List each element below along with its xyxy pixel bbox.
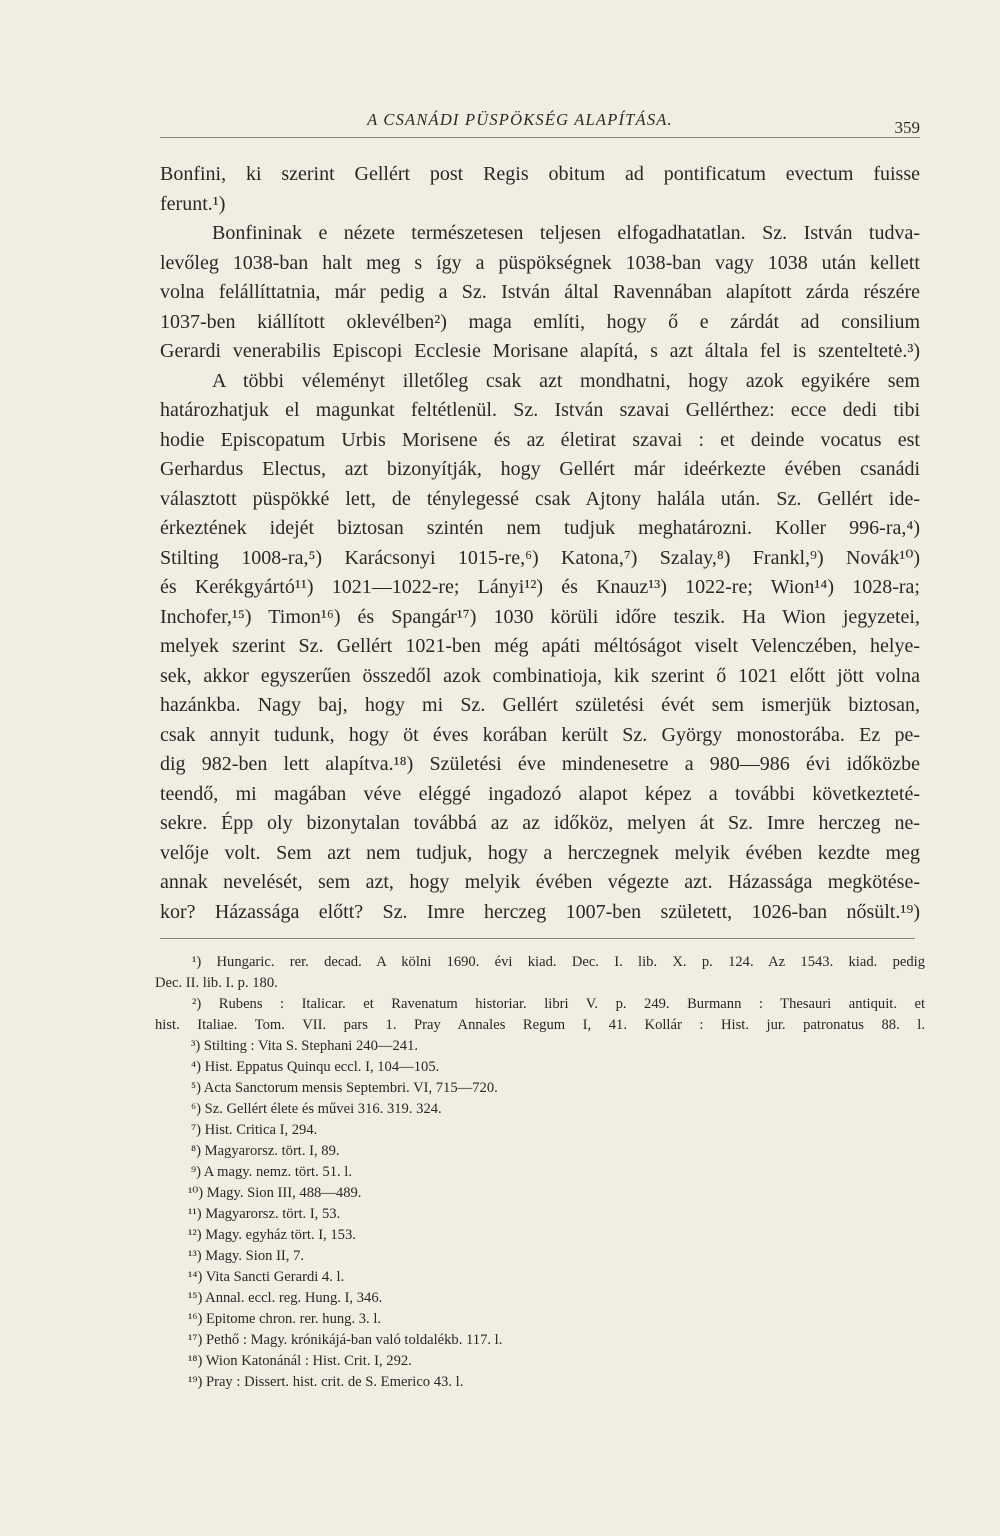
- footnote-line: ¹²) Magy. egyház tört. I, 153.: [188, 1227, 356, 1243]
- body-line: csak annyit tudunk, hogy öt éves korában került Sz. György monostorába. Ez pe-: [160, 723, 920, 746]
- page-number: 359: [894, 118, 920, 137]
- body-line: választott püspökké lett, de ténylegessé csak Ajtony halála után. Sz. Gellért ide-: [160, 487, 920, 510]
- page-header: [160, 104, 920, 144]
- footnote-line: ¹⁸) Wion Katonánál : Hist. Crit. I, 292.: [188, 1353, 412, 1369]
- footnote-line: ⁷) Hist. Critica I, 294.: [191, 1122, 318, 1138]
- body-line: dig 982-ben lett alapítva.¹⁸) Születési éve mindenesetre a 980—986 évi időközbe: [160, 753, 920, 775]
- footnote-line: ⁵) Acta Sanctorum mensis Septembri. VI, 715—720.: [191, 1080, 498, 1096]
- footnote-line: ¹⁹) Pray : Dissert. hist. crit. de S. Emerico 43. l.: [188, 1374, 464, 1390]
- body-line: Gerardi venerabilis Episcopi Ecclesie Morisane alapítá, s azt általa fel is szenteltetė.³): [160, 340, 920, 362]
- body-line: Stilting 1008-ra,⁵) Karácsonyi 1015-re,⁶) Katona,⁷) Szalay,⁸) Frankl,⁹) Novák¹⁰): [160, 546, 920, 569]
- footnote-line: ¹⁷) Pethő : Magy. krónikájá-ban való toldalékb. 117. l.: [188, 1332, 503, 1348]
- body-line: ferunt.¹): [160, 192, 226, 215]
- footnote-line: ¹¹) Magyarorsz. tört. I, 53.: [188, 1206, 341, 1222]
- body-line: annak nevelését, sem azt, hogy melyik évében végezte azt. Házassága megkötése-: [160, 871, 920, 893]
- footnote-line: Dec. II. lib. I. p. 180.: [155, 975, 278, 991]
- body-line: sek, akkor egyszerűen összedől azok combinatioja, kik szerint ő 1021 előtt jött volna: [160, 664, 920, 687]
- body-line: A többi véleményt illetőleg csak azt mondhatni, hogy azok egyikére sem: [212, 369, 920, 392]
- body-line: Bonfininak e nézete természetesen teljesen elfogadhatatlan. Sz. István tudva-: [212, 222, 920, 244]
- footnote-line: hist. Italiae. Tom. VII. pars 1. Pray Annales Regum I, 41. Kollár : Hist. jur. patronatus 88. l.: [155, 1017, 925, 1033]
- footnote-line: ¹) Hungaric. rer. decad. A kölni 1690. évi kiad. Dec. I. lib. X. p. 124. Az 1543. kiad. pedig: [192, 954, 925, 970]
- footnote-line: ¹³) Magy. Sion II, 7.: [188, 1248, 305, 1264]
- body-line: és Kerékgyártó¹¹) 1021—1022-re; Lányi¹²) és Knauz¹³) 1022-re; Wion¹⁴) 1028-ra;: [160, 576, 920, 598]
- footnote-rule: [160, 938, 915, 939]
- footnote-line: ⁶) Sz. Gellért élete és művei 316. 319. 324.: [191, 1101, 442, 1117]
- body-line: Bonfini, ki szerint Gellért post Regis obitum ad pontificatum evectum fuisse: [160, 163, 920, 185]
- footnote-line: ⁴) Hist. Eppatus Quinqu eccl. I, 104—105.: [191, 1059, 440, 1075]
- footnote-line: ¹⁶) Epitome chron. rer. hung. 3. l.: [188, 1311, 382, 1327]
- header-rule: [160, 137, 920, 138]
- body-line: sekre. Épp oly bizonytalan továbbá az az időköz, melyen át Sz. Imre herczeg ne-: [160, 812, 920, 834]
- body-line: melyek szerint Sz. Gellért 1021-ben még apáti méltóságot viselt Velenczében, helye-: [160, 635, 920, 657]
- footnote-line: ¹⁰) Magy. Sion III, 488—489.: [188, 1185, 362, 1201]
- footnote-line: ⁹) A magy. nemz. tört. 51. l.: [191, 1164, 353, 1180]
- footnotes: [155, 952, 925, 1393]
- footnote-line: ²) Rubens : Italicar. et Ravenatum historiar. libri V. p. 249. Burmann : Thesauri antiquit. et: [192, 996, 925, 1012]
- body-line: Inchofer,¹⁵) Timon¹⁶) és Spangár¹⁷) 1030 körüli időre teszik. Ha Wion jegyzetei,: [160, 605, 920, 628]
- footnote-line: ¹⁵) Annal. eccl. reg. Hung. I, 346.: [188, 1290, 383, 1306]
- body-line: volna felállíttatnia, már pedig a Sz. István által Ravennában alapított zárda részére: [160, 281, 920, 303]
- running-title: A CSANÁDI PÜSPÖKSÉG ALAPÍTÁSA.: [367, 110, 673, 129]
- body-line: teendő, mi magában véve eléggé ingadozó alapot képez a további következteté-: [160, 782, 920, 805]
- body-line: hazánkba. Nagy baj, hogy mi Sz. Gellért születési évét sem ismerjük biztosan,: [160, 694, 920, 716]
- body-line: velője volt. Sem azt nem tudjuk, hogy a herczegnek melyik évében kezdte meg: [160, 841, 920, 864]
- body-line: hodie Episcopatum Urbis Morisene és az életirat szavai : et deinde vocatus est: [160, 428, 920, 451]
- footnote-line: ¹⁴) Vita Sancti Gerardi 4. l.: [188, 1269, 345, 1285]
- body-text: [160, 160, 920, 927]
- body-line: Gerhardus Electus, azt bizonyítják, hogy Gellért már ideérkezte évében csanádi: [160, 458, 920, 480]
- footnote-line: ³) Stilting : Vita S. Stephani 240—241.: [191, 1038, 419, 1054]
- body-line: kor? Házassága előtt? Sz. Imre herczeg 1007-ben született, 1026-ban nősült.¹⁹): [160, 900, 920, 923]
- body-line: levőleg 1038-ban halt meg s így a püspökségnek 1038-ban vagy 1038 után kellett: [160, 251, 920, 274]
- footnote-line: ⁸) Magyarorsz. tört. I, 89.: [191, 1143, 340, 1159]
- body-line: 1037-ben kiállított oklevélben²) maga említi, hogy ő e zárdát ad consilium: [160, 310, 920, 333]
- body-line: határozhatjuk el magunkat feltétlenül. Sz. István szavai Gellérthez: ecce dedi tibi: [160, 399, 920, 421]
- body-line: érkeztének idejét biztosan szintén nem tudjuk meghatározni. Koller 996-ra,⁴): [160, 517, 920, 539]
